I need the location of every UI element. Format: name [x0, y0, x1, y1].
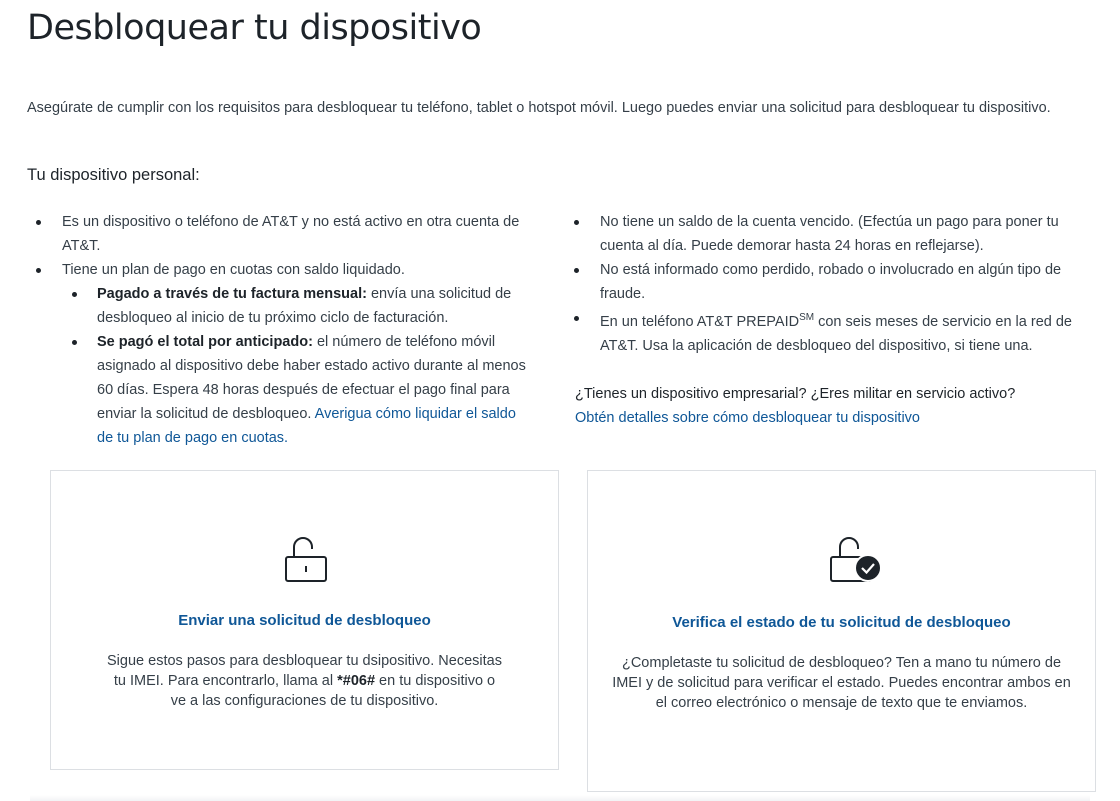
requirements-heading: Tu dispositivo personal: — [27, 166, 200, 184]
list-item-bold: Se pagó el total por anticipado: — [97, 334, 313, 350]
check-status-description: ¿Completaste tu solicitud de desbloqueo? Ten a mano tu número de IMEI y de solicitud para verificar el estado. Puedes encontrar ambos en el correo electrónico o mensaje de texto que te enviamos. — [612, 655, 1071, 711]
list-item-text: Tiene un plan de pago en cuotas con saldo liquidado. — [62, 262, 405, 278]
list-item-text: con seis meses de servicio en la red de AT&T. Usa la aplicación de desbloqueo del dispositivo, si tiene una. — [600, 313, 1072, 354]
list-item: Es un dispositivo o teléfono de AT&T y no está activo en otra cuenta de AT&T. — [27, 210, 527, 258]
imei-code: *#06# — [337, 673, 376, 689]
submit-request-title[interactable]: Enviar una solicitud de desbloqueo — [178, 612, 431, 629]
list-item — [62, 330, 527, 450]
page-title: Desbloquear tu dispositivo — [27, 8, 482, 48]
check-status-title[interactable]: Verifica el estado de tu solicitud de desbloqueo — [672, 614, 1011, 631]
bottom-shadow — [30, 795, 1090, 801]
list-item-text: el número de teléfono móvil asignado al dispositivo debe haber estado activo durante al menos 60 días. Espera 48 horas después de efectuar el pago final para enviar la solicitud de desbloqueo. — [97, 334, 526, 422]
list-item-bold: Pagado a través de tu factura mensual: — [97, 286, 367, 302]
list-item-text: En un teléfono AT&T PREPAID — [600, 313, 800, 330]
submit-request-description: Sigue estos pasos para desbloquear tu dsipositivo. Necesitas tu IMEI. Para encontrarlo, llama al *#06# en tu dispositivo o ve a las configuraciones de tu dispositivo. — [107, 653, 502, 709]
unlock-icon — [284, 533, 328, 588]
business-military-question: ¿Tienes un dispositivo empresarial? ¿Eres militar en servicio activo? — [575, 385, 1016, 402]
list-item — [565, 306, 1075, 358]
intro-text: Asegúrate de cumplir con los requisitos para desbloquear tu teléfono, tablet o hotspot móvil. Luego puedes enviar una solicitud para desbloquear tu dispositivo. — [27, 100, 1051, 116]
check-status-card[interactable] — [587, 470, 1096, 792]
list-item: No está informado como perdido, robado o involucrado en algún tipo de fraude. — [565, 258, 1075, 306]
payoff-installment-link[interactable]: Averigua cómo liquidar el saldo de tu plan de pago en cuotas. — [97, 406, 516, 446]
list-item: No tiene un saldo de la cuenta vencido. (Efectúa un pago para poner tu cuenta al día. Puede demorar hasta 24 horas en reflejarse). — [565, 210, 1075, 258]
requirements-list-right — [565, 210, 1075, 430]
service-mark: SM — [799, 312, 815, 323]
list-item-text: envía una solicitud de desbloqueo al inicio de tu próximo ciclo de facturación. — [97, 286, 512, 326]
requirements-list-left — [27, 210, 527, 450]
list-item — [27, 258, 527, 450]
unlock-details-link[interactable]: Obtén detalles sobre cómo desbloquear tu dispositivo — [575, 409, 920, 426]
list-item — [62, 282, 527, 330]
submit-request-card[interactable] — [50, 470, 559, 770]
unlock-check-icon — [828, 533, 884, 588]
